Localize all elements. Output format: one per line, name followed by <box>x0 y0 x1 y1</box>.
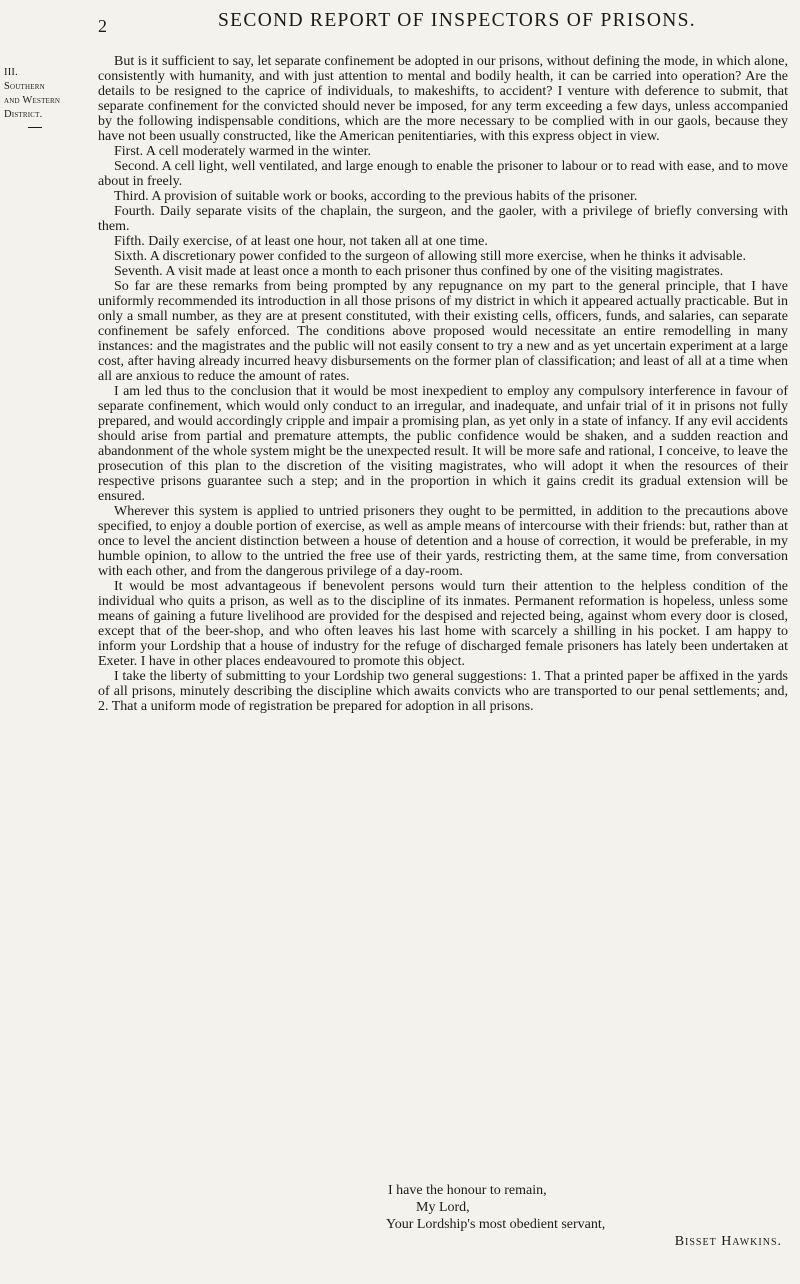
condition-item: Fourth. Daily separate visits of the chaplain, the surgeon, and the gaoler, with a privilege of briefly conversing with them. <box>98 204 788 234</box>
paragraph: But is it sufficient to say, let separate confinement be adopted in our prisons, without defining the mode, in which alone, consistently with humanity, and with just attention to mental and bodily health, it can be carried into operation? Are the details to be resigned to the caprice of individuals, to makeshifts, to accident? I venture with deference to submit, that separate confinement for the convicted should never be imposed, for any term exceeding a few days, unless accompanied by the following indispensable conditions, which are the more necessary to be complied with in our gaols, because they have not been usually constructed, like the American penitentiaries, with this express object in view. <box>98 54 788 144</box>
letter-closing <box>98 1182 788 1250</box>
condition-item: Sixth. A discretionary power confided to the surgeon of allowing still more exercise, when he thinks it advisable. <box>114 249 746 264</box>
condition-item: Third. A provision of suitable work or books, according to the previous habits of the prisoner. <box>114 189 638 204</box>
page-number: 2 <box>98 16 107 36</box>
condition-item: First. A cell moderately warmed in the winter. <box>114 144 371 159</box>
paragraph: I am led thus to the conclusion that it would be most inexpedient to employ any compulsory interference in favour of separate confinement, which would only conduct to an irregular, and inadequate, and unfair trial of it in prisons not fully prepared, and would accordingly cripple and impair a promising plan, as yet only in a state of infancy. If any evil accidents should arise from partial and premature attempts, the public confidence would be shaken, and a sudden reaction and abandonment of the whole system might be the unexpected result. It will be more safe and rational, I conceive, to leave the prosecution of this plan to the discretion of the visiting magistrates, who will adopt it when the resources of their respective prisons guarantee such a step; and in the proportion in which it gains credit its gradual extension will be ensured. <box>98 384 788 504</box>
margin-note-line: Southern <box>4 81 45 92</box>
running-head: SECOND REPORT OF INSPECTORS OF PRISONS. <box>218 10 696 31</box>
margin-note-rule <box>28 127 42 128</box>
condition-item: Second. A cell light, well ventilated, and large enough to enable the prisoner to labour or to read with ease, and to move about in freely. <box>98 159 788 189</box>
margin-note-line: and Western <box>4 95 61 106</box>
paragraph: Wherever this system is applied to untried prisoners they ought to be permitted, in addition to the precautions above specified, to enjoy a double portion of exercise, as well as ample means of intercourse with their friends: but, rather than at once to level the ancient distinction between a house of detention and a house of correction, it would be preferable, in my humble opinion, to allow to the untried the free use of their yards, restricting them, at the same time, from conversation with each other, and from the dangerous privilege of a day-room. <box>98 504 788 579</box>
signature: Bisset Hawkins. <box>674 1234 782 1249</box>
body-text <box>98 54 788 714</box>
closing-line: Your Lordship's most obedient servant, <box>386 1217 606 1232</box>
condition-item: Seventh. A visit made at least once a month to each prisoner thus confined by one of the visiting magistrates. <box>114 264 724 279</box>
paragraph: So far are these remarks from being prompted by any repugnance on my part to the general principle, that I have uniformly recommended its introduction in all those prisons of my district in which it appeared actually practicable. But in only a small number, as they are at present constituted, with their existing cells, officers, funds, and salaries, can separate confinement be safely enforced. The conditions above proposed would necessitate an entire remodelling in many instances: and the magistrates and the public will not easily consent to try a new and as yet uncertain experiment at a large cost, after having already incurred heavy disbursements on the former plan of classification; and least of all at a time when all are anxious to reduce the amount of rates. <box>98 279 788 384</box>
margin-note <box>4 66 68 128</box>
paragraph: It would be most advantageous if benevolent persons would turn their attention to the helpless condition of the individual who quits a prison, as well as to the discipline of its inmates. Permanent reformation is hopeless, unless some means of gaining a future livelihood are provided for the despised and rejected being, against whom every door is closed, except that of the beer-shop, and who often leaves his last home with scarcely a shilling in his pocket. I am happy to inform your Lordship that a house of industry for the refuge of discharged female prisoners has lately been undertaken at Exeter. I have in other places endeavoured to promote this object. <box>98 579 788 669</box>
closing-line: I have the honour to remain, <box>388 1183 547 1198</box>
salutation: My Lord, <box>416 1200 470 1215</box>
paragraph: I take the liberty of submitting to your Lordship two general suggestions: 1. That a printed paper be affixed in the yards of all prisons, minutely describing the discipline which awaits convicts who are transported to our penal settlements; and, 2. That a uniform mode of registration be prepared for adoption in all prisons. <box>98 669 788 714</box>
margin-note-numeral: III. <box>4 67 18 78</box>
condition-item: Fifth. Daily exercise, of at least one hour, not taken all at one time. <box>114 234 488 249</box>
margin-note-line: District. <box>4 109 43 120</box>
